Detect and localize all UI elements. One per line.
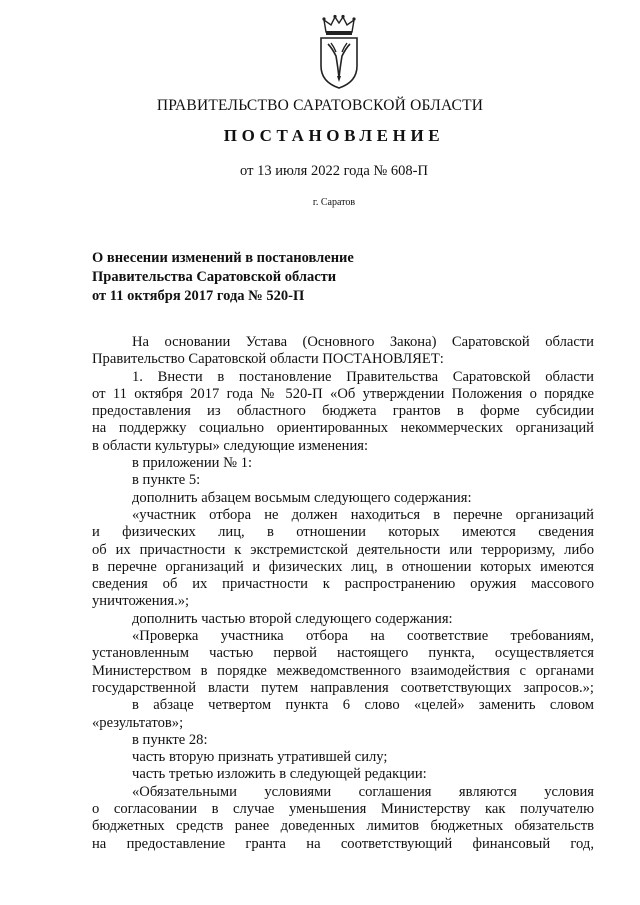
body-line: часть третью изложить в следующей редакции:	[132, 766, 427, 783]
body-line: «результатов»;	[92, 714, 184, 731]
body-line: от 11 октября 2017 года № 520-П «Об утверждении Положения о порядке	[92, 385, 594, 402]
body-line: часть вторую признать утратившей силу;	[132, 749, 388, 766]
body-line: и физических лиц, в отношении которых имеются сведения	[92, 524, 594, 541]
document-city: г. Саратов	[312, 197, 356, 208]
body-line: бюджетных средств ранее доведенных лимитов бюджетных обязательств	[92, 818, 594, 835]
body-line: в абзаце четвертом пункта 6 слово «целей» заменить словом	[132, 697, 594, 714]
title-line: Правительства Саратовской области	[92, 269, 337, 285]
body-line: 1. Внести в постановление Правительства Саратовской области	[132, 368, 594, 385]
body-line: в пункте 28:	[132, 731, 208, 748]
body-line: «Обязательными условиями соглашения являются условия	[132, 783, 594, 800]
body-line: дополнить частью второй следующего содержания:	[132, 610, 453, 627]
body-line: государственной власти путем направления соответствующих запросов.»;	[92, 679, 594, 696]
body-line: в приложении № 1:	[132, 455, 253, 472]
body-line: дополнить абзацем восьмым следующего содержания:	[132, 489, 472, 506]
coat-of-arms-icon	[314, 14, 364, 90]
body-line: в области культуры» следующие изменения:	[92, 437, 369, 454]
title-line: от 11 октября 2017 года № 520-П	[92, 288, 305, 304]
document-title	[92, 249, 354, 306]
body-line: о согласовании в случае уменьшения Министерству как получателю	[92, 801, 594, 818]
org-name: ПРАВИТЕЛЬСТВО САРАТОВСКОЙ ОБЛАСТИ	[156, 97, 484, 114]
body-line: об их причастности к экстремистской деятельности или терроризму, либо	[92, 541, 594, 558]
body-line: установленным частью первой настоящего пункта, осуществляется	[92, 645, 594, 662]
body-line: Правительство Саратовской области ПОСТАНОВЛЯЕТ:	[92, 351, 444, 368]
document-body	[92, 334, 594, 853]
body-line: «участник отбора не должен находиться в перечне организаций	[132, 506, 594, 523]
document-date-number: от 13 июля 2022 года № 608-П	[240, 163, 428, 179]
body-line: в перечне организаций и физических лиц, в отношении которых имеются	[92, 558, 594, 575]
body-line: на предоставление гранта на соответствующий финансовый год,	[92, 835, 594, 852]
body-line: «Проверка участника отбора на соответствие требованиям,	[132, 628, 594, 645]
body-line: уничтожения.»;	[92, 593, 190, 610]
body-line: в пункте 5:	[132, 472, 201, 489]
body-line: сведения об их причастности к распространению оружия массового	[92, 576, 594, 593]
body-line: на поддержку социально ориентированных некоммерческих организаций	[92, 420, 594, 437]
body-line: На основании Устава (Основного Закона) Саратовской области	[132, 334, 594, 350]
body-line: Министерством в порядке межведомственного взаимодействия с органами	[92, 662, 594, 679]
body-line: предоставления из областного бюджета грантов в форме субсидии	[92, 403, 594, 420]
document-type: ПОСТАНОВЛЕНИЕ	[223, 126, 445, 145]
title-line: О внесении изменений в постановление	[92, 250, 354, 266]
